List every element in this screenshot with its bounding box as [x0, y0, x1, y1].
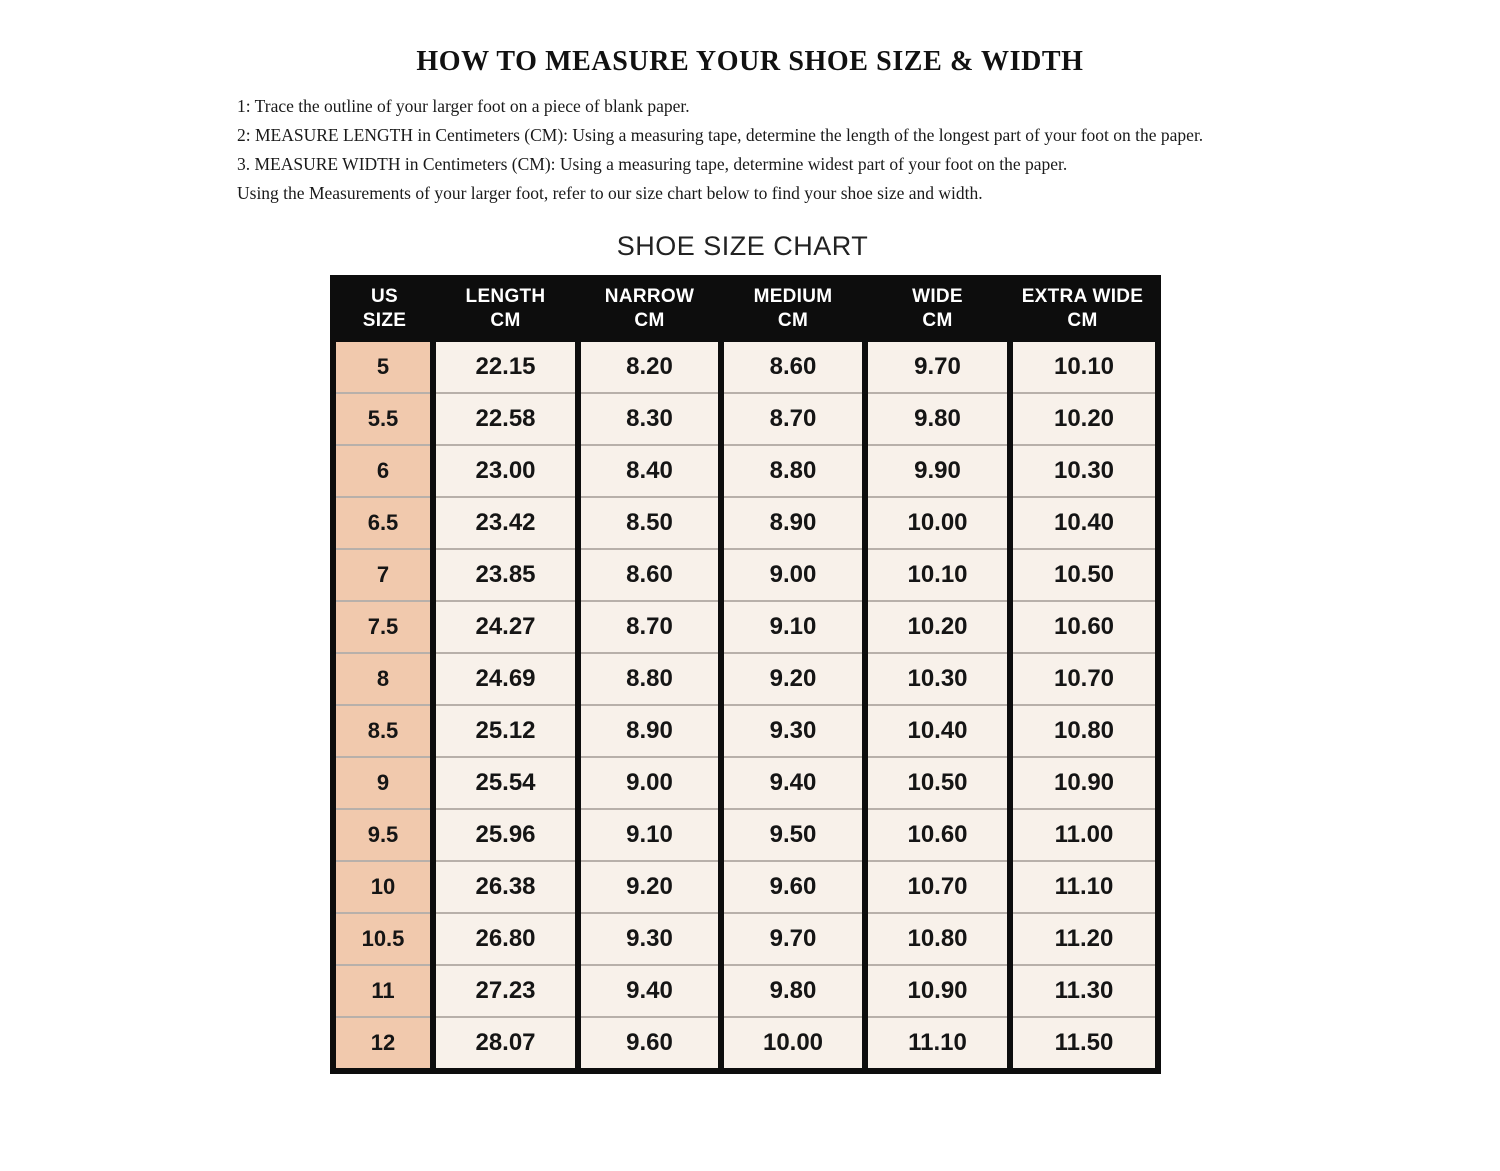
measurement-cell: 9.00 — [721, 549, 865, 601]
measurement-cell: 10.90 — [865, 965, 1010, 1017]
column-header-us: US SIZE — [333, 278, 433, 340]
instruction-line-2: 2: MEASURE LENGTH in Centimeters (CM): Using a measuring tape, determine the length of the longest part of your foot on the paper. — [237, 124, 1204, 145]
measurement-cell: 11.50 — [1010, 1017, 1158, 1071]
us-size-cell: 10.5 — [333, 913, 433, 965]
table-row — [333, 965, 1158, 1017]
table-row — [333, 913, 1158, 965]
us-size-cell: 8 — [333, 653, 433, 705]
measurement-cell: 10.80 — [865, 913, 1010, 965]
column-header-length: LENGTH CM — [433, 278, 578, 340]
measurement-cell: 8.90 — [578, 705, 721, 757]
measurement-cell: 10.30 — [1010, 445, 1158, 497]
measurement-cell: 10.60 — [1010, 601, 1158, 653]
measurement-cell: 25.54 — [433, 757, 578, 809]
size-table-body — [333, 340, 1158, 1071]
measurement-cell: 8.20 — [578, 340, 721, 393]
measurement-cell: 22.15 — [433, 340, 578, 393]
measurement-cell: 10.20 — [1010, 393, 1158, 445]
us-size-cell: 6.5 — [333, 497, 433, 549]
measurement-cell: 25.96 — [433, 809, 578, 861]
measurement-cell: 8.60 — [578, 549, 721, 601]
measurement-cell: 10.30 — [865, 653, 1010, 705]
us-size-cell: 5 — [333, 340, 433, 393]
table-row — [333, 705, 1158, 757]
measurement-cell: 9.60 — [578, 1017, 721, 1071]
measurement-cell: 10.00 — [865, 497, 1010, 549]
column-header-medium: MEDIUM CM — [721, 278, 865, 340]
measurement-cell: 10.60 — [865, 809, 1010, 861]
us-size-cell: 9.5 — [333, 809, 433, 861]
table-row — [333, 549, 1158, 601]
measurement-cell: 9.60 — [721, 861, 865, 913]
measurement-cell: 8.80 — [721, 445, 865, 497]
measurement-cell: 11.20 — [1010, 913, 1158, 965]
measurement-cell: 8.60 — [721, 340, 865, 393]
column-header-extra-wide: EXTRA WIDE CM — [1010, 278, 1158, 340]
us-size-cell: 6 — [333, 445, 433, 497]
measurement-cell: 8.80 — [578, 653, 721, 705]
measurement-cell: 8.30 — [578, 393, 721, 445]
measurement-cell: 9.90 — [865, 445, 1010, 497]
measurement-cell: 11.10 — [1010, 861, 1158, 913]
instructions-block — [237, 94, 1219, 207]
measurement-cell: 10.10 — [865, 549, 1010, 601]
us-size-cell: 11 — [333, 965, 433, 1017]
measurement-cell: 22.58 — [433, 393, 578, 445]
table-row — [333, 340, 1158, 393]
measurement-cell: 8.70 — [721, 393, 865, 445]
measurement-cell: 10.50 — [865, 757, 1010, 809]
table-row — [333, 757, 1158, 809]
us-size-cell: 7.5 — [333, 601, 433, 653]
measurement-cell: 9.40 — [721, 757, 865, 809]
measurement-cell: 24.27 — [433, 601, 578, 653]
measurement-cell: 8.70 — [578, 601, 721, 653]
measurement-cell: 9.10 — [721, 601, 865, 653]
measurement-cell: 10.00 — [721, 1017, 865, 1071]
us-size-cell: 7 — [333, 549, 433, 601]
measurement-cell: 10.90 — [1010, 757, 1158, 809]
measurement-cell: 10.50 — [1010, 549, 1158, 601]
measurement-cell: 24.69 — [433, 653, 578, 705]
measurement-cell: 11.30 — [1010, 965, 1158, 1017]
table-row — [333, 653, 1158, 705]
instruction-line-4: Using the Measurements of your larger foot, refer to our size chart below to find your shoe size and width. — [237, 182, 983, 203]
measurement-cell: 9.10 — [578, 809, 721, 861]
table-row — [333, 393, 1158, 445]
table-row — [333, 809, 1158, 861]
chart-title: SHOE SIZE CHART — [616, 230, 869, 261]
measurement-cell: 9.70 — [721, 913, 865, 965]
table-row — [333, 601, 1158, 653]
measurement-cell: 26.38 — [433, 861, 578, 913]
us-size-cell: 10 — [333, 861, 433, 913]
column-header-narrow: NARROW CM — [578, 278, 721, 340]
measurement-cell: 25.12 — [433, 705, 578, 757]
column-header-wide: WIDE CM — [865, 278, 1010, 340]
instruction-line-3: 3. MEASURE WIDTH in Centimeters (CM): Using a measuring tape, determine widest part of your foot on the paper. — [237, 153, 1068, 174]
table-row — [333, 497, 1158, 549]
us-size-cell: 5.5 — [333, 393, 433, 445]
measurement-cell: 9.40 — [578, 965, 721, 1017]
measurement-cell: 27.23 — [433, 965, 578, 1017]
page-title: HOW TO MEASURE YOUR SHOE SIZE & WIDTH — [416, 46, 1084, 77]
table-row — [333, 445, 1158, 497]
measurement-cell: 10.40 — [1010, 497, 1158, 549]
us-size-cell: 9 — [333, 757, 433, 809]
measurement-cell: 26.80 — [433, 913, 578, 965]
measurement-cell: 23.42 — [433, 497, 578, 549]
measurement-cell: 8.40 — [578, 445, 721, 497]
table-row — [333, 861, 1158, 913]
measurement-cell: 9.70 — [865, 340, 1010, 393]
measurement-cell: 10.70 — [865, 861, 1010, 913]
size-table-header-row — [333, 278, 1158, 340]
measurement-cell: 10.20 — [865, 601, 1010, 653]
measurement-cell: 9.20 — [721, 653, 865, 705]
instruction-line-1: 1: Trace the outline of your larger foot on a piece of blank paper. — [237, 96, 690, 116]
measurement-cell: 11.00 — [1010, 809, 1158, 861]
measurement-cell: 9.00 — [578, 757, 721, 809]
measurement-cell: 9.20 — [578, 861, 721, 913]
shoe-size-table — [330, 275, 1161, 1074]
measurement-cell: 9.30 — [578, 913, 721, 965]
measurement-cell: 9.30 — [721, 705, 865, 757]
measurement-cell: 8.90 — [721, 497, 865, 549]
us-size-cell: 12 — [333, 1017, 433, 1071]
measurement-cell: 9.50 — [721, 809, 865, 861]
measurement-cell: 10.40 — [865, 705, 1010, 757]
measurement-cell: 10.80 — [1010, 705, 1158, 757]
measurement-cell: 23.00 — [433, 445, 578, 497]
measurement-cell: 10.70 — [1010, 653, 1158, 705]
measurement-cell: 28.07 — [433, 1017, 578, 1071]
measurement-cell: 23.85 — [433, 549, 578, 601]
table-row — [333, 1017, 1158, 1071]
measurement-cell: 11.10 — [865, 1017, 1010, 1071]
us-size-cell: 8.5 — [333, 705, 433, 757]
measurement-cell: 9.80 — [721, 965, 865, 1017]
measurement-cell: 9.80 — [865, 393, 1010, 445]
measurement-cell: 8.50 — [578, 497, 721, 549]
measurement-cell: 10.10 — [1010, 340, 1158, 393]
